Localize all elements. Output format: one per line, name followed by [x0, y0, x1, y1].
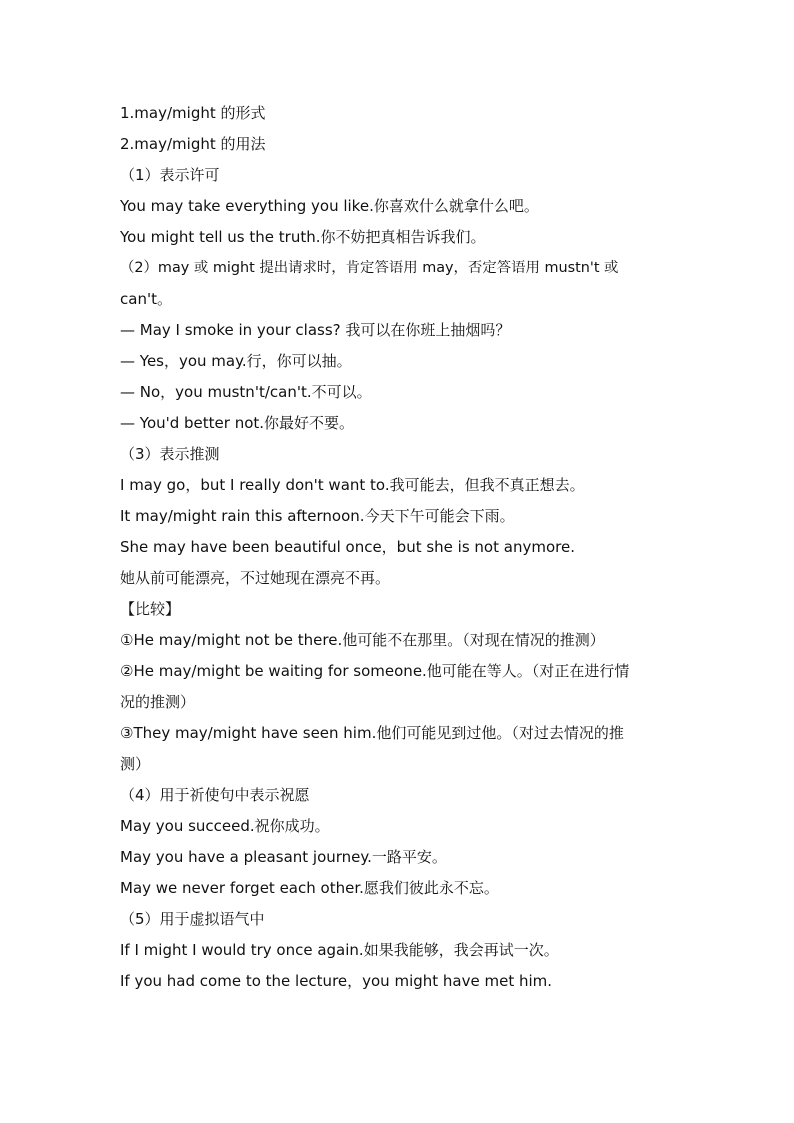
dialogue-line: — Yes，you may.行，你可以抽。 — [120, 352, 352, 370]
document-body — [120, 98, 680, 997]
example-sentence: You may take everything you like.你喜欢什么就拿什么吧。 — [120, 197, 539, 215]
subheading-speculation: （3）表示推测 — [120, 445, 220, 463]
dialogue-line: — May I smoke in your class? 我可以在你班上抽烟吗？ — [120, 321, 511, 339]
comparison-item: ③They may/might have seen him.他们可能见到过他。（对过去情况的推 — [120, 724, 624, 742]
comparison-item: ①He may/might not be there.他可能不在那里。（对现在情况的推测） — [120, 631, 605, 649]
example-sentence: It may/might rain this afternoon.今天下午可能会下雨。 — [120, 507, 515, 525]
example-sentence: May you succeed.祝你成功。 — [120, 817, 330, 835]
example-translation: 她从前可能漂亮，不过她现在漂亮不再。 — [120, 569, 391, 587]
example-sentence: You might tell us the truth.你不妨把真相告诉我们。 — [120, 228, 486, 246]
example-sentence: May you have a pleasant journey.一路平安。 — [120, 848, 447, 866]
example-sentence: I may go，but I really don't want to.我可能去，但我不真正想去。 — [120, 476, 585, 494]
heading-form: 1.may/might 的形式 — [120, 104, 266, 122]
subheading-subjunctive: （5）用于虚拟语气中 — [120, 910, 265, 928]
comparison-item-continued: 况的推测） — [120, 693, 196, 711]
example-sentence: If I might I would try once again.如果我能够，我会再试一次。 — [120, 941, 559, 959]
heading-usage: 2.may/might 的用法 — [120, 135, 266, 153]
subheading-request-continued: can't。 — [120, 290, 172, 308]
comparison-heading: 【比较】 — [120, 600, 181, 618]
subheading-request: （2）may 或 might 提出请求时，肯定答语用 may，否定答语用 mustn't 或 — [120, 260, 619, 276]
example-sentence: She may have been beautiful once，but she is not anymore. — [120, 538, 575, 556]
comparison-item: ②He may/might be waiting for someone.他可能在等人。（对正在进行情 — [120, 662, 630, 680]
dialogue-line: — You'd better not.你最好不要。 — [120, 414, 355, 432]
comparison-item-continued: 测） — [120, 755, 151, 773]
subheading-permission: （1）表示许可 — [120, 166, 220, 184]
subheading-wish: （4）用于祈使句中表示祝愿 — [120, 786, 310, 804]
dialogue-line: — No，you mustn't/can't.不可以。 — [120, 383, 372, 401]
example-sentence: If you had come to the lecture，you might have met him. — [120, 972, 553, 990]
example-sentence: May we never forget each other.愿我们彼此永不忘。 — [120, 879, 499, 897]
